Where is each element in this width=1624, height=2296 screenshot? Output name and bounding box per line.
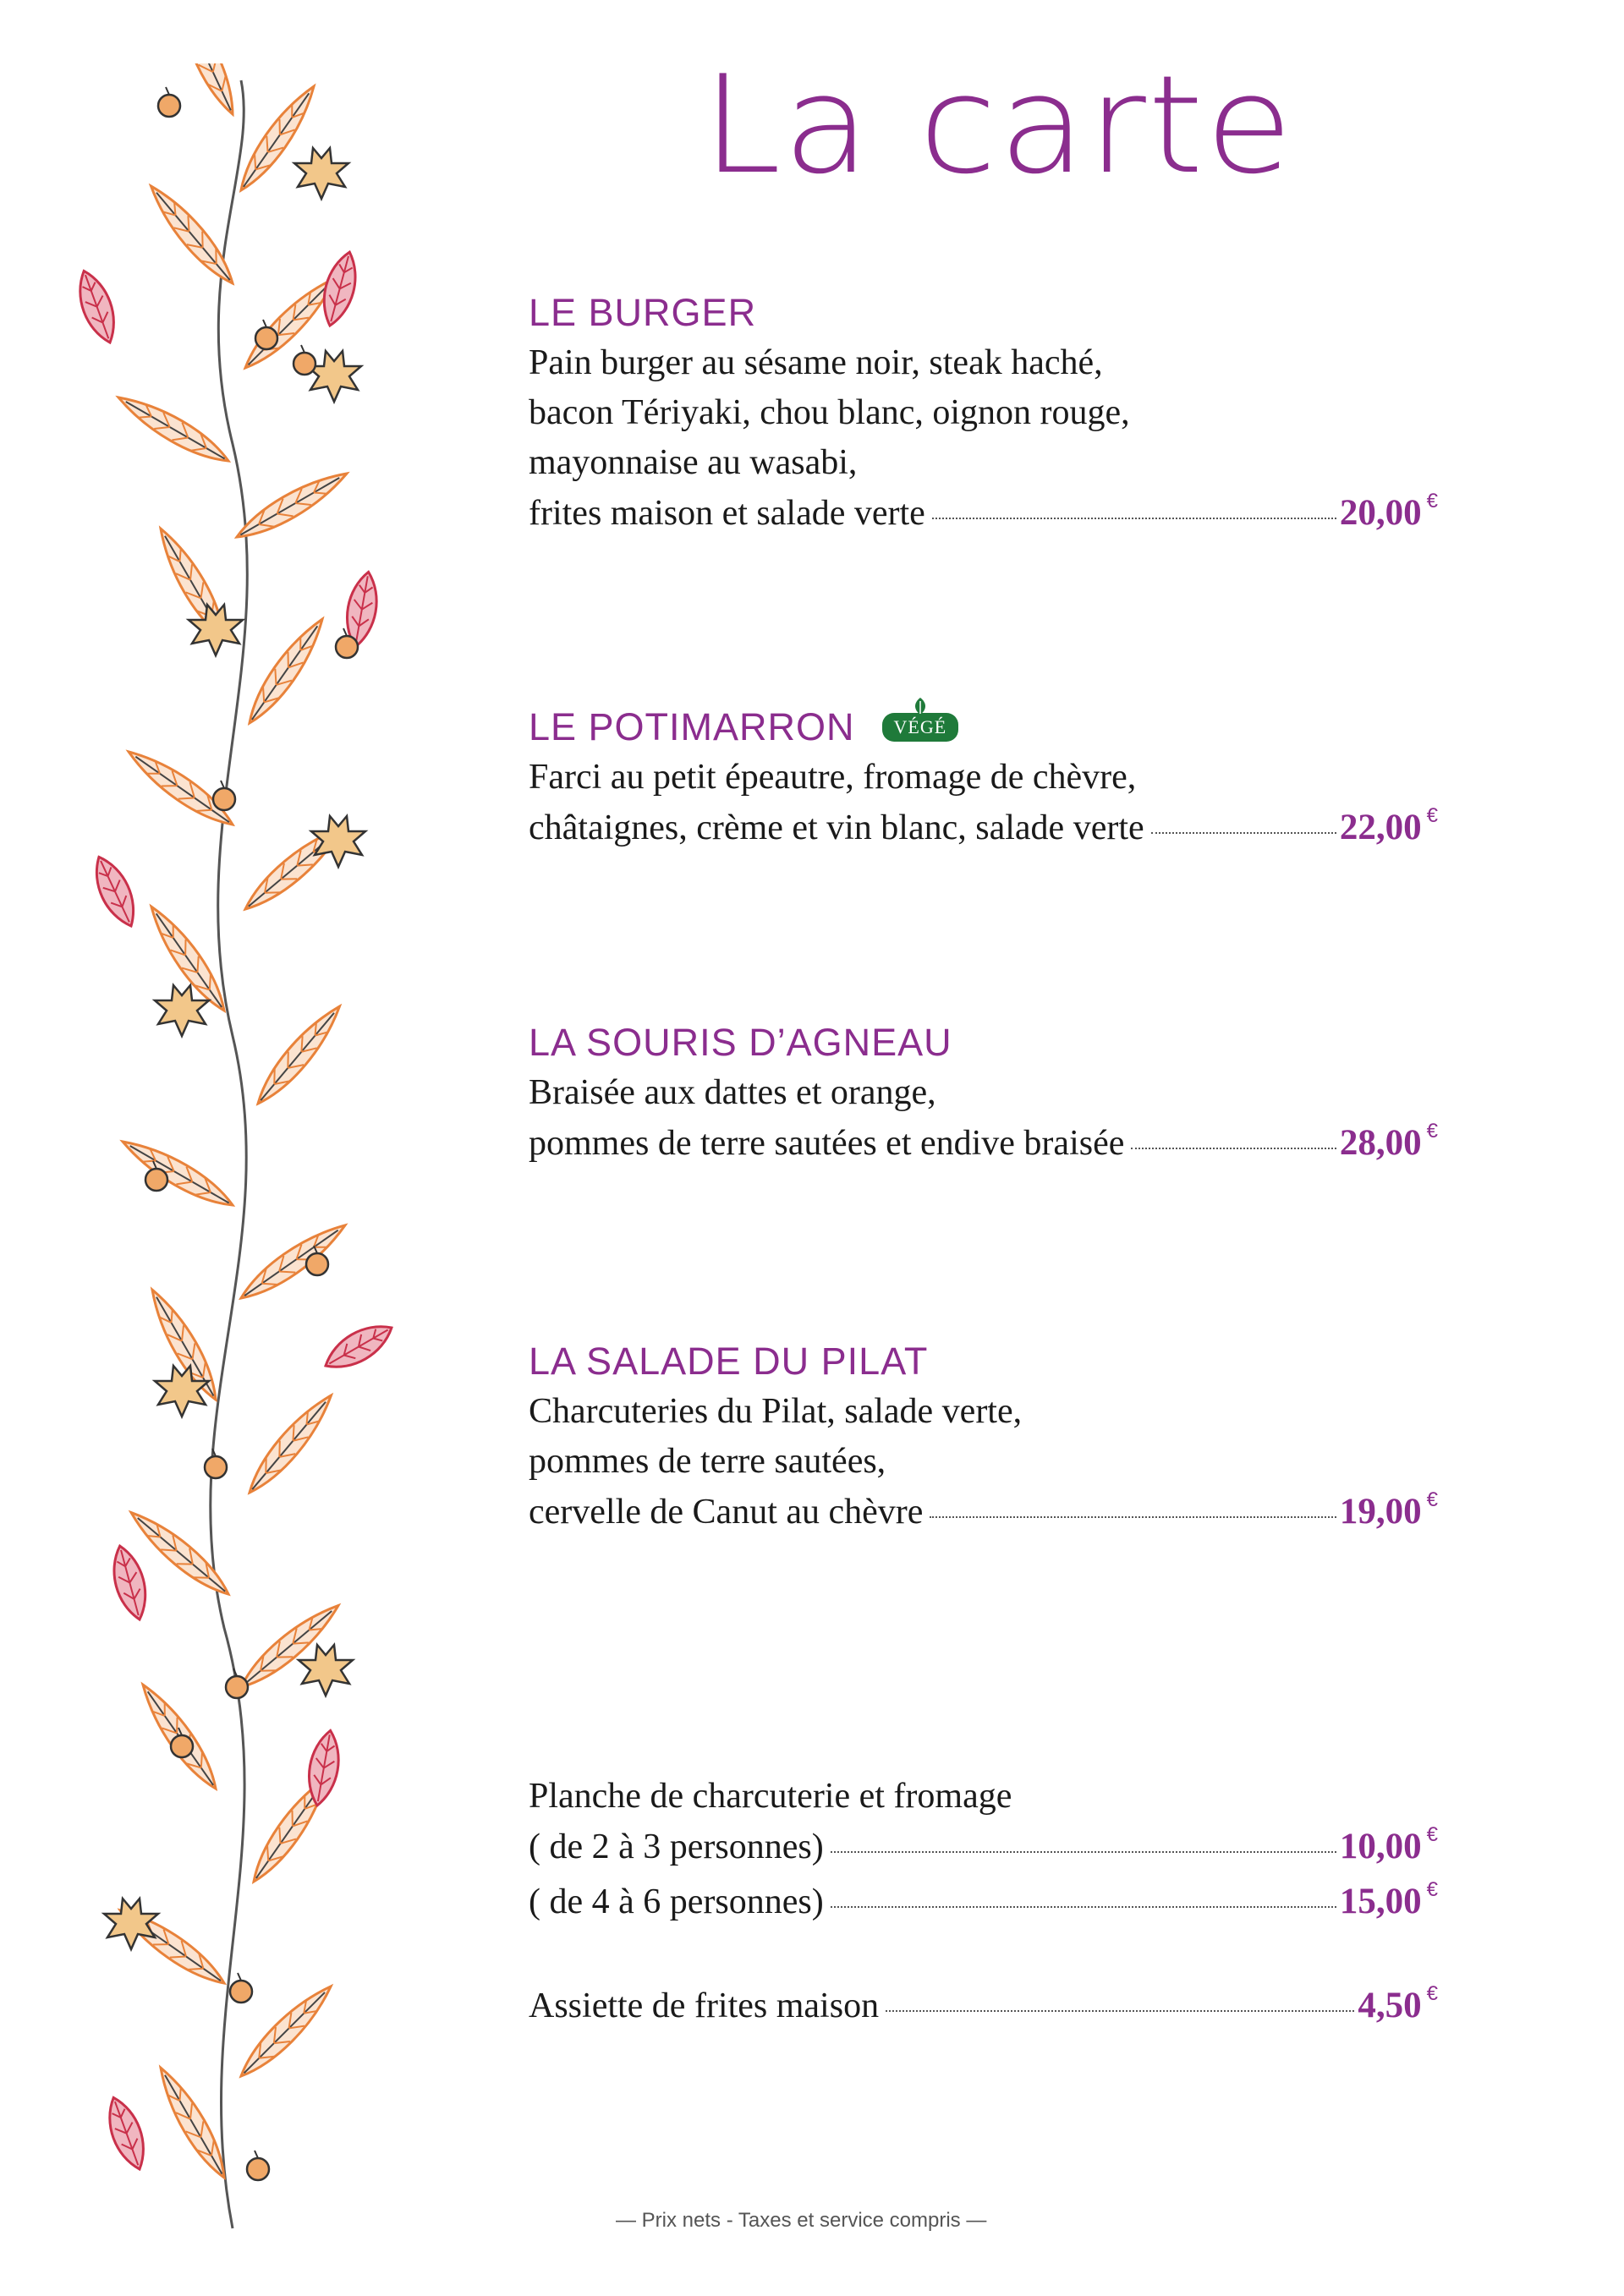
- item-description-line: mayonnaise au wasabi,: [529, 443, 858, 482]
- dot-leader: [831, 1850, 1336, 1853]
- item-price-line: [529, 1118, 1438, 1173]
- item-description-line: frites maison et salade verte: [529, 494, 925, 533]
- dot-leader: [1151, 831, 1336, 834]
- item-price: 22,00: [1339, 808, 1422, 847]
- item-price-line: [529, 1487, 1438, 1542]
- currency-symbol: €: [1426, 1488, 1438, 1511]
- dot-leader: [831, 1905, 1336, 1908]
- item-price-line: [529, 488, 1438, 543]
- item-description-line: bacon Tériyaki, chou blanc, oignon rouge,: [529, 393, 1130, 432]
- planche-option-desc: ( de 2 à 3 personnes): [529, 1827, 824, 1866]
- item-description-line: Braisée aux dattes et orange,: [529, 1073, 936, 1112]
- menu-item-souris-agneau: [529, 1017, 1438, 1173]
- item-title: [529, 702, 1438, 753]
- vege-badge-label: VÉGÉ: [893, 716, 947, 737]
- menu-item-planche: [529, 1772, 1438, 1932]
- currency-symbol: €: [1426, 1120, 1438, 1143]
- page-title: La carte: [702, 46, 1295, 204]
- currency-symbol: €: [1426, 1982, 1438, 2005]
- item-price: 20,00: [1339, 493, 1422, 533]
- floral-garland-illustration: [63, 63, 402, 2237]
- item-description-line: Farci au petit épeautre, fromage de chèvre,: [529, 758, 1137, 797]
- planche-title: Planche de charcuterie et fromage: [529, 1777, 1012, 1816]
- item-title: LA SOURIS D’AGNEAU: [529, 1021, 952, 1064]
- item-description-line: Assiette de frites maison: [529, 1986, 880, 2025]
- item-title: LE BURGER: [529, 291, 757, 334]
- dot-leader: [886, 2009, 1354, 2012]
- currency-symbol: €: [1426, 1878, 1438, 1901]
- footer-note: — Prix nets - Taxes et service compris —: [616, 2209, 987, 2232]
- item-price: 28,00: [1339, 1123, 1422, 1163]
- item-description-line: pommes de terre sautées,: [529, 1442, 886, 1481]
- item-price: 19,00: [1339, 1492, 1422, 1532]
- item-price-line: [529, 1981, 1438, 2036]
- item-title-text: LE POTIMARRON: [529, 705, 855, 748]
- item-price-line: [529, 803, 1438, 858]
- currency-symbol: €: [1426, 1823, 1438, 1846]
- item-description-line: Pain burger au sésame noir, steak haché,: [529, 343, 1103, 382]
- menu-item-burger: [529, 288, 1438, 543]
- planche-option: [529, 1822, 1438, 1877]
- item-description-line: châtaignes, crème et vin blanc, salade verte: [529, 808, 1144, 847]
- planche-option-desc: ( de 4 à 6 personnes): [529, 1882, 824, 1921]
- menu-item-potimarron: [529, 702, 1438, 858]
- item-price: 15,00: [1339, 1882, 1422, 1921]
- dot-leader: [932, 517, 1336, 519]
- item-description-line: cervelle de Canut au chèvre: [529, 1493, 924, 1532]
- dot-leader: [1131, 1147, 1336, 1149]
- item-title: LA SALADE DU PILAT: [529, 1340, 929, 1383]
- item-price: 4,50: [1358, 1986, 1422, 2025]
- vege-badge: [882, 713, 959, 742]
- item-price: 10,00: [1339, 1827, 1422, 1866]
- leaf-icon: [912, 698, 929, 715]
- currency-symbol: €: [1426, 804, 1438, 827]
- menu-item-frites: [529, 1981, 1438, 2036]
- dot-leader: [930, 1515, 1336, 1518]
- planche-option: [529, 1877, 1438, 1932]
- currency-symbol: €: [1426, 490, 1438, 512]
- item-description-line: Charcuteries du Pilat, salade verte,: [529, 1392, 1023, 1431]
- menu-item-salade-pilat: [529, 1336, 1438, 1542]
- item-description-line: pommes de terre sautées et endive braisée: [529, 1124, 1125, 1163]
